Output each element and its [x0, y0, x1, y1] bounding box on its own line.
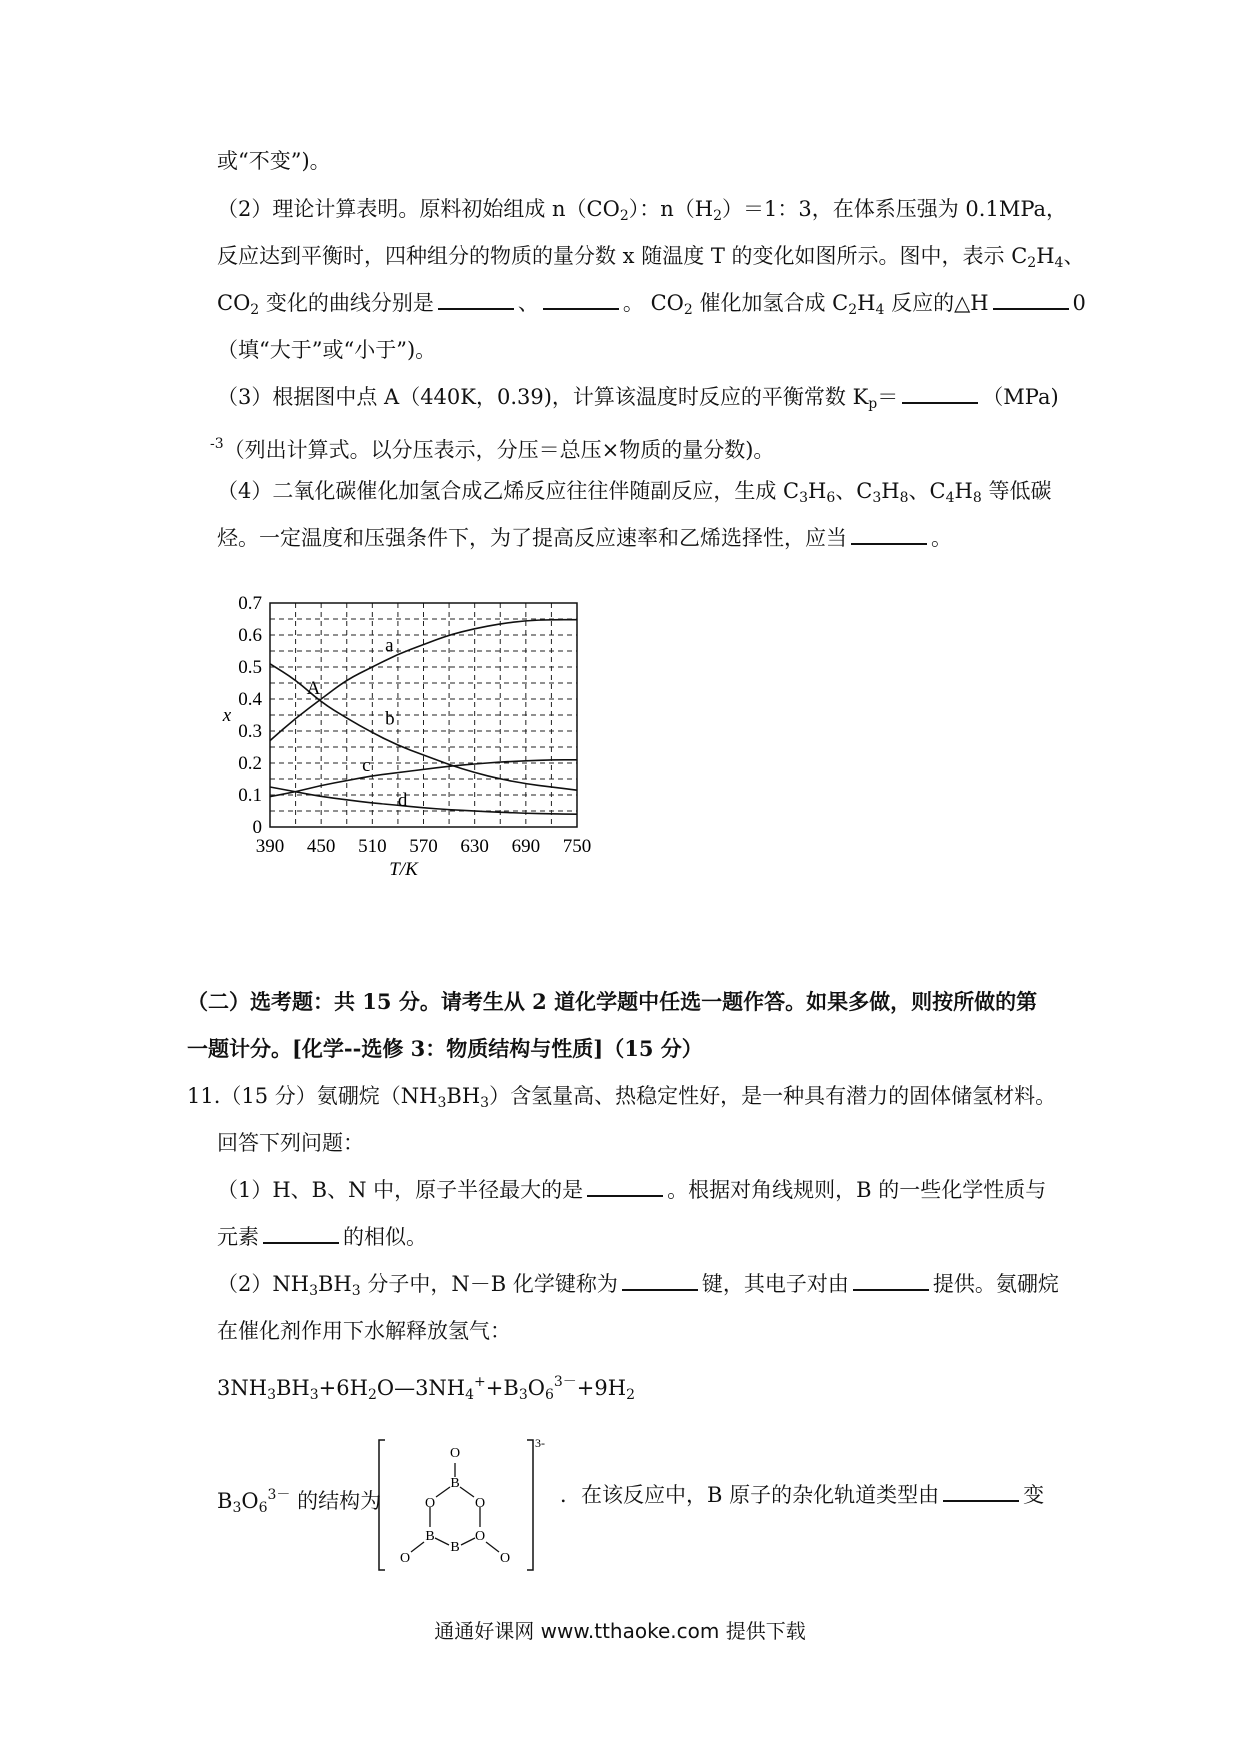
x-tick-label: 630: [460, 836, 489, 857]
b3o6-structure-diagram: [375, 1435, 550, 1575]
y-tick-label: 0.6: [238, 625, 262, 646]
atom-o: O: [399, 1551, 411, 1566]
x-tick-label: 450: [306, 836, 336, 857]
x-tick-label: 510: [358, 836, 387, 857]
section-heading-line-2: 一题计分。[化学--选修 3：物质结构与性质]（15 分）: [187, 1036, 703, 1061]
question-2-line-3: $CO_2$ 变化的曲线分别是 、 。 $CO_2$ 催化加氢合成 $C_2H_4$ 反应的△H 0: [217, 288, 1086, 325]
answer-blank[interactable]: [993, 288, 1069, 310]
right-bracket: [527, 1440, 533, 1570]
answer-blank[interactable]: [438, 288, 514, 310]
atom-b: B: [425, 1529, 435, 1544]
question-11-part-2-line-1: $(2)NH_3BH_3$ 分子中，N－B 化学键称为 键，其电子对由 提供。氨硼烷: [217, 1269, 1059, 1306]
y-tick-label: 0.7: [238, 595, 262, 614]
section-heading-line-1: （二）选考题：共 15 分。请考生从 2 道化学题中任选一题作答。如果多做，则按所做的第: [187, 989, 1038, 1014]
y-axis-label: x: [222, 705, 232, 726]
question-2-line-4: （填“大于”或“小于”)。: [217, 338, 437, 362]
charge-label: 3-: [535, 1436, 545, 1450]
atom-o: O: [474, 1496, 486, 1511]
x-tick-label: 750: [562, 836, 592, 857]
hydrolysis-equation: $3NH_3BH_3+6H_2O—3NH_4^++B_3O_6^{3-}+9H_2$: [217, 1374, 635, 1403]
question-3-line-1: （3）根据图中点 A（440K，0.39)，计算该温度时反应的平衡常数 $K_p= (MPa)$: [217, 382, 1059, 419]
point-a-label: A: [306, 678, 321, 700]
y-tick-label: 0.3: [238, 721, 262, 742]
y-tick-label: 0: [252, 817, 262, 838]
atom-o: B: [450, 1540, 460, 1555]
answer-blank[interactable]: [543, 288, 619, 310]
x-axis-label: T/K: [389, 859, 418, 880]
answer-blank[interactable]: [587, 1175, 663, 1197]
answer-blank[interactable]: [853, 1269, 929, 1291]
question-11-line-2: 回答下列问题：: [217, 1131, 364, 1155]
y-tick-label: 0.2: [238, 753, 262, 774]
answer-blank[interactable]: [622, 1269, 698, 1291]
x-tick-label: 390: [255, 836, 285, 857]
x-tick-label: 570: [409, 836, 438, 857]
y-tick-label: 0.1: [238, 785, 262, 806]
answer-blank[interactable]: [263, 1222, 339, 1244]
answer-blank[interactable]: [943, 1480, 1019, 1502]
atom-o: O: [424, 1496, 436, 1511]
question-4-line-1: （4）二氧化碳催化加氢合成乙烯反应往往伴随副反应，生成 $C_3H_6$、$C_3H_8$、$C_4H_8$ 等低碳: [217, 479, 1052, 506]
atom-b: B: [450, 1476, 460, 1491]
series-label: a: [385, 635, 394, 656]
series-label: c: [362, 755, 371, 776]
y-tick-label: 0.5: [238, 657, 262, 678]
x-tick-label: 690: [511, 836, 541, 857]
question-2-line-1: （2）理论计算表明。原料初始组成 $n(CO_2)$：$n(H_2)=1$：3，在体系压强为 0.1MPa，: [217, 197, 1068, 224]
equilibrium-mole-fraction-chart: [215, 595, 595, 960]
question-3-line-2: $^{-3}$（列出计算式。以分压表示，分压＝总压×物质的量分数)。: [210, 436, 775, 462]
atom-o: O: [499, 1551, 511, 1566]
question-11-part-1-line-2: 元素 的相似。: [217, 1222, 427, 1252]
structure-line-left: $B_3O_6^{3-}$ 的结构为: [217, 1487, 382, 1516]
question-4-line-2: 烃。一定温度和压强条件下，为了提高反应速率和乙烯选择性，应当 。: [217, 523, 952, 553]
series-label: d: [397, 790, 408, 812]
question-11-line-1: 11.（15 分）氨硼烷$(NH_3BH_3)$含氢量高、热稳定性好，是一种具有潜力的固体储氢材料。: [187, 1084, 1057, 1111]
structure-line-right: ．在该反应中，B 原子的杂化轨道类型由 变: [560, 1480, 1044, 1510]
question-11-part-1-line-1: （1）H、B、N 中，原子半径最大的是 。根据对角线规则，B 的一些化学性质与: [217, 1175, 1046, 1205]
atom-b: O: [474, 1529, 486, 1544]
y-tick-label: 0.4: [238, 689, 262, 710]
question-11-part-2-line-2: 在催化剂作用下水解释放氢气：: [217, 1319, 511, 1343]
footer-credit: 通通好课网 www.tthaoke.com 提供下载: [434, 1619, 806, 1643]
left-bracket: [379, 1440, 385, 1570]
text-line: 或“不变”)。: [217, 149, 331, 173]
answer-blank[interactable]: [902, 382, 978, 404]
atom-o: O: [449, 1446, 461, 1461]
question-2-line-2: 反应达到平衡时，四种组分的物质的量分数 x 随温度 T 的变化如图所示。图中，表示 $C_2H_4$、: [217, 244, 1085, 271]
answer-blank[interactable]: [851, 523, 927, 545]
series-label: b: [385, 708, 395, 730]
